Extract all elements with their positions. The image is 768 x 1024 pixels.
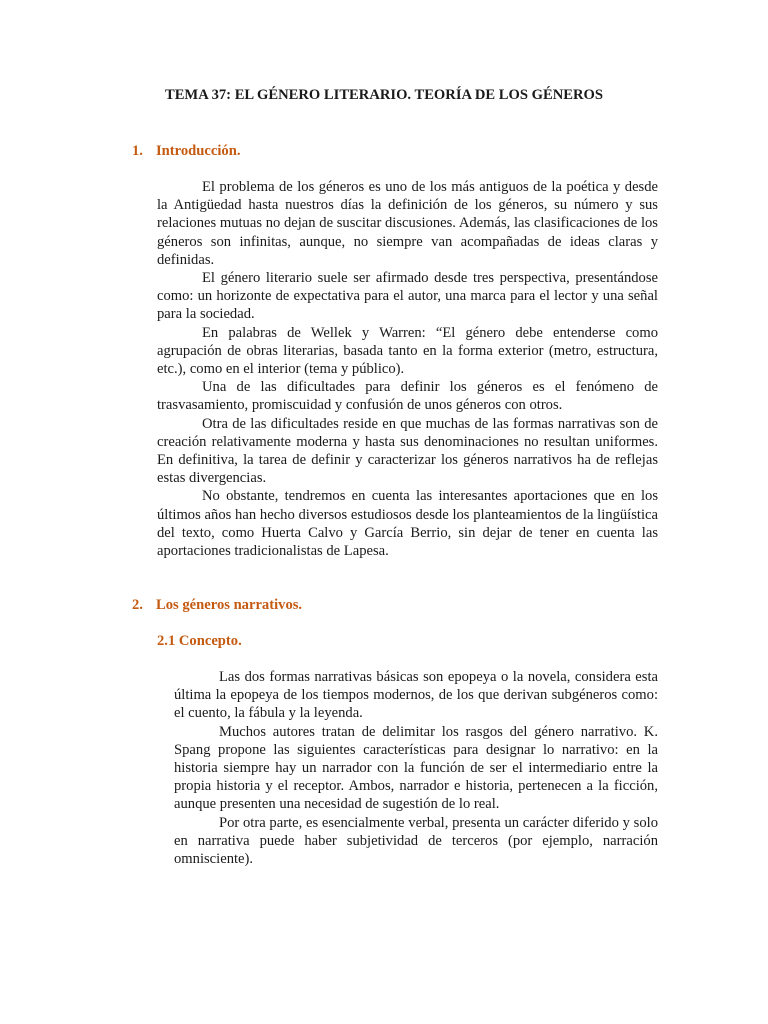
section-1-body [157, 178, 658, 560]
document-title: TEMA 37: EL GÉNERO LITERARIO. TEORÍA DE LOS GÉNEROS [164, 87, 604, 103]
paragraph: Muchos autores tratan de delimitar los rasgos del género narrativo. K. Spang propone las siguientes características para designar lo narrativo: en la historia siempre hay un narrador con la función de ser el intermediario entre la propia historia y el receptor. Ambos, narrador e historia, pertenecen a la ficción, aunque presenten una necesidad de sugestión de lo real. [174, 723, 658, 813]
paragraph: En palabras de Wellek y Warren: “El género debe entenderse como agrupación de obras literarias, basada tanto en la forma exterior (metro, estructura, etc.), como en el interior (tema y público). [157, 324, 658, 378]
subsection-2-1-body [174, 668, 658, 868]
section-1-number: 1. [132, 143, 143, 159]
paragraph: El género literario suele ser afirmado desde tres perspectiva, presentándose como: un horizonte de expectativa para el autor, una marca para el lector y una señal para la sociedad. [157, 270, 658, 323]
paragraph: El problema de los géneros es uno de los más antiguos de la poética y desde la Antigüedad hasta nuestros días la definición de los géneros, su número y sus relaciones mutuas no dejan de suscitar discusiones. Además, las clasificaciones de los géneros son infinitas, aunque, no siempre van acompañadas de ideas claras y definidas. [157, 179, 658, 268]
paragraph: Una de las dificultades para definir los géneros es el fenómeno de trasvasamiento, promiscuidad y confusión de unos géneros con otros. [157, 379, 658, 414]
section-2-title: Los géneros narrativos. [156, 597, 303, 613]
paragraph: No obstante, tendremos en cuenta las interesantes aportaciones que en los últimos años han hecho diversos estudiosos desde los planteamientos de la lingüística del texto, como Huerta Calvo y García Berrio, sin dejar de tener en cuenta las aportaciones tradicionalistas de Lapesa. [157, 488, 658, 560]
paragraph: Las dos formas narrativas básicas son epopeya o la novela, considera esta última la epopeya de los tiempos modernos, de los que derivan subgéneros como: el cuento, la fábula y la leyenda. [174, 669, 658, 722]
section-2-heading [132, 596, 302, 614]
section-2-number: 2. [132, 597, 143, 613]
section-1-heading [132, 142, 240, 160]
section-1-title: Introducción. [156, 143, 241, 159]
subsection-2-1-heading: 2.1 Concepto. [157, 633, 242, 649]
paragraph: Por otra parte, es esencialmente verbal, presenta un carácter diferido y solo en narrativa puede haber subjetividad de terceros (por ejemplo, narración omnisciente). [174, 814, 658, 868]
paragraph: Otra de las dificultades reside en que muchas de las formas narrativas son de creación relativamente moderna y hasta sus denominaciones no resultan uniformes. En definitiva, la tarea de definir y caracterizar los géneros narrativos ha de reflejas estas divergencias. [157, 415, 658, 487]
